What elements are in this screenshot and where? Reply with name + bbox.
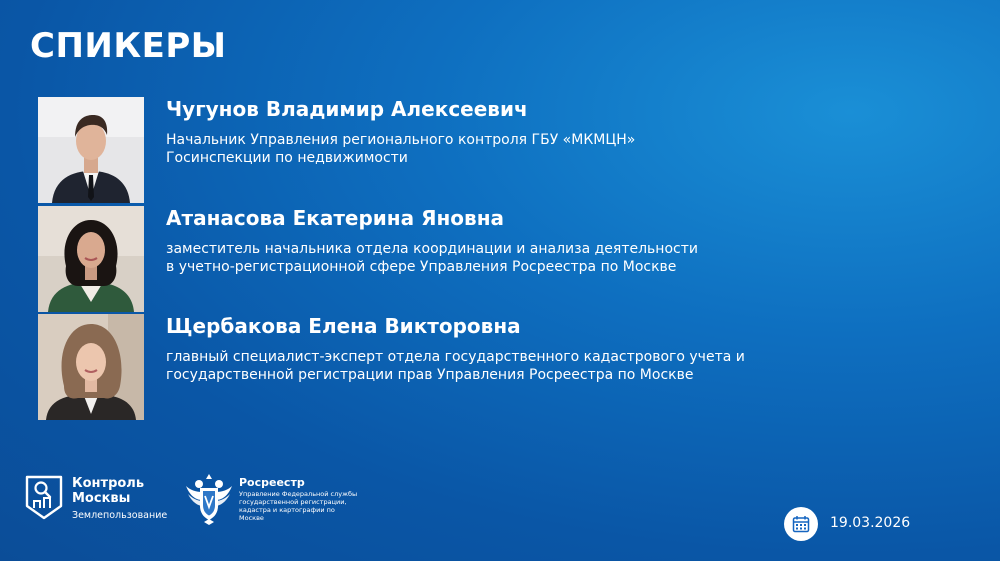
date-text: 19.03.2026	[830, 515, 911, 531]
speaker-card	[38, 97, 938, 203]
speaker-role: Госинспекции по недвижимости	[166, 150, 408, 166]
speaker-name: Щербакова Елена Викторовна	[166, 314, 521, 338]
speaker-photo	[38, 206, 144, 312]
slide-title: СПИКЕРЫ	[30, 26, 227, 66]
logo-subtitle: Землепользование	[72, 510, 168, 521]
logo-subtitle: Управление Федеральной службы государственной регистрации, кадастра и картографии по Москве	[239, 490, 358, 522]
logo-text: Росреестр	[239, 476, 305, 489]
speaker-card	[38, 206, 938, 312]
logo-text: Москвы	[72, 491, 131, 506]
speaker-role: Начальник Управления регионального контроля ГБУ «МКМЦН»	[166, 132, 636, 148]
speaker-role: в учетно-регистрационной сфере Управления Росреестра по Москве	[166, 259, 677, 275]
speaker-photo	[38, 314, 144, 420]
speaker-role: заместитель начальника отдела координации и анализа деятельности	[166, 241, 698, 257]
speaker-card	[38, 314, 938, 420]
double-headed-eagle-emblem	[184, 470, 234, 526]
speaker-name: Чугунов Владимир Алексеевич	[166, 97, 528, 121]
speaker-role: главный специалист-эксперт отдела государственного кадастрового учета и	[166, 349, 745, 365]
calendar-icon	[792, 515, 810, 533]
speaker-photo	[38, 97, 144, 203]
magnifier-person-icon	[24, 474, 64, 520]
calendar-badge	[784, 507, 818, 541]
speaker-role: государственной регистрации прав Управления Росреестра по Москве	[166, 367, 694, 383]
speaker-name: Атанасова Екатерина Яновна	[166, 206, 505, 230]
logo-text: Контроль	[72, 476, 145, 491]
